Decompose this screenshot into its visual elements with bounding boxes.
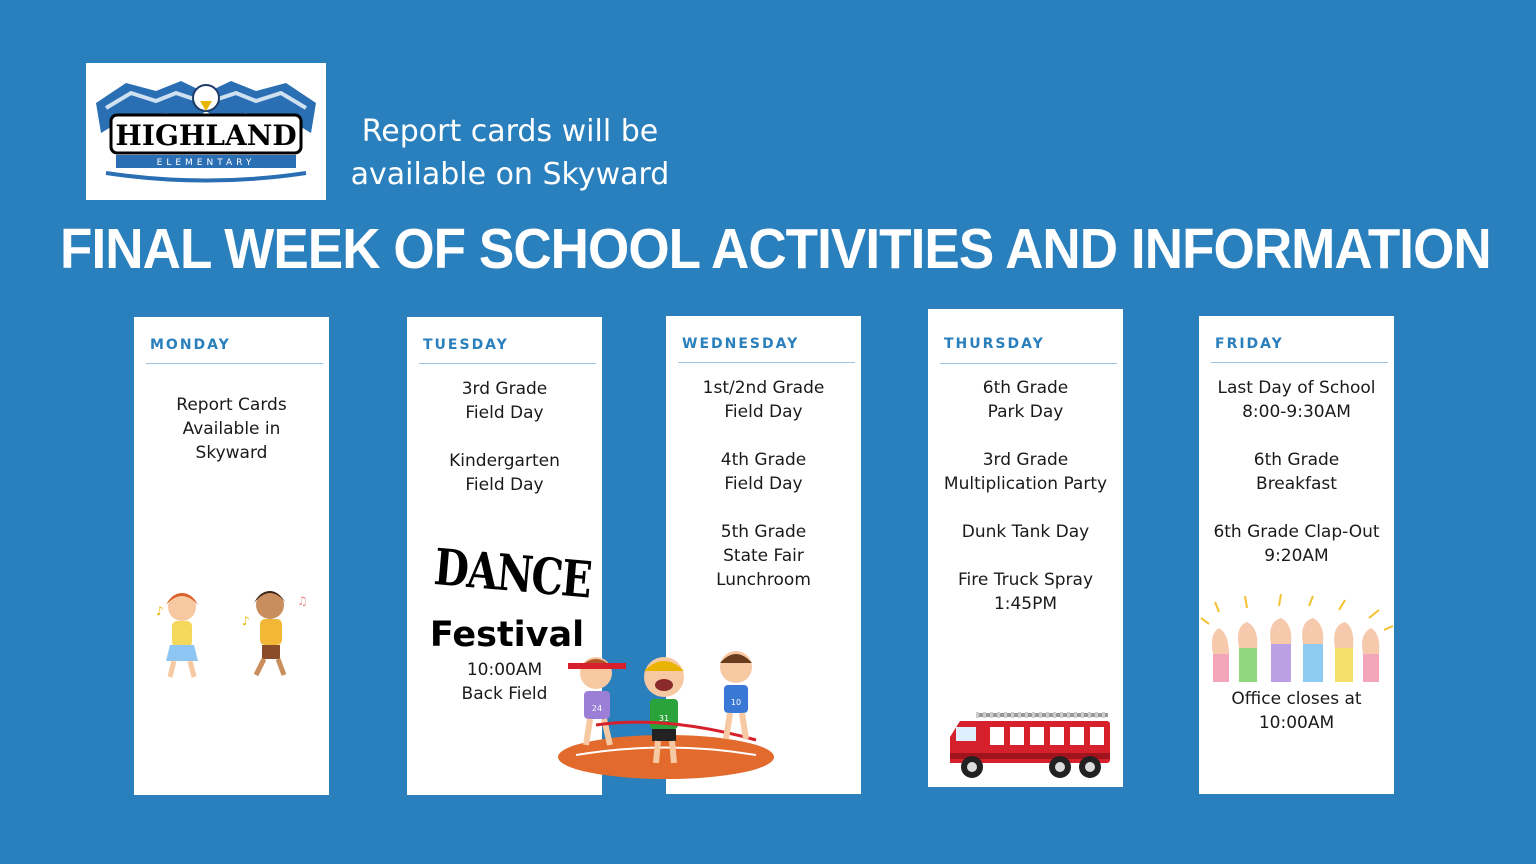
divider (1211, 362, 1388, 363)
friday-item-2: 6th Grade Breakfast (1253, 450, 1340, 494)
friday-item-4: Office closes at 10:00AM (1231, 689, 1362, 733)
thursday-item-3: Dunk Tank Day (961, 522, 1090, 542)
thursday-item-1: 6th Grade Park Day (982, 378, 1069, 422)
svg-text:10: 10 (730, 698, 742, 707)
day-label-tuesday: TUESDAY (423, 337, 509, 353)
divider (678, 362, 855, 363)
thursday-item-4: Fire Truck Spray 1:45PM (957, 570, 1094, 614)
logo-name: HIGHLAND (115, 119, 297, 152)
svg-text:♪: ♪ (156, 604, 164, 618)
day-label-friday: FRIDAY (1215, 336, 1284, 352)
tuesday-item-1: 3rd Grade Field Day (461, 379, 548, 423)
tuesday-item-2: Kindergarten Field Day (449, 451, 560, 495)
dancing-kids-icon (152, 585, 312, 685)
monday-item-1: Report Cards Available in Skyward (176, 395, 287, 463)
day-card-thursday (928, 309, 1123, 787)
dance-word-art: DANCE (431, 537, 594, 610)
svg-text:31: 31 (658, 714, 670, 723)
day-label-monday: MONDAY (150, 337, 231, 353)
wednesday-item-3: 5th Grade State Fair Lunchroom (716, 522, 811, 590)
divider (940, 363, 1117, 364)
tuesday-item-3: 10:00AM Back Field (461, 660, 548, 704)
festival-word-art: Festival (429, 615, 585, 655)
day-label-wednesday: WEDNESDAY (682, 336, 800, 352)
svg-text:24: 24 (591, 704, 603, 713)
divider (146, 363, 323, 364)
day-card-friday (1199, 316, 1394, 794)
school-logo (86, 63, 326, 200)
day-card-monday (134, 317, 329, 795)
running-kids-icon (556, 645, 776, 780)
svg-text:♪: ♪ (242, 614, 250, 628)
page-title: FINAL WEEK OF SCHOOL ACTIVITIES AND INFORMATION (60, 217, 1491, 281)
wednesday-item-2: 4th Grade Field Day (720, 450, 807, 494)
friday-item-3: 6th Grade Clap-Out 9:20AM (1213, 522, 1380, 566)
report-card-notice: Report cards will be available on Skyward (350, 114, 670, 192)
friday-item-1: Last Day of School 8:00-9:30AM (1217, 378, 1376, 422)
day-label-thursday: THURSDAY (944, 336, 1045, 352)
divider (419, 363, 596, 364)
thursday-item-2: 3rd Grade Multiplication Party (943, 450, 1108, 494)
logo-subtitle: ELEMENTARY (156, 158, 256, 168)
clapping-hands-icon (1199, 594, 1394, 684)
svg-text:♫: ♫ (297, 594, 308, 608)
wednesday-item-1: 1st/2nd Grade Field Day (702, 378, 825, 422)
fire-truck-icon (946, 707, 1112, 781)
